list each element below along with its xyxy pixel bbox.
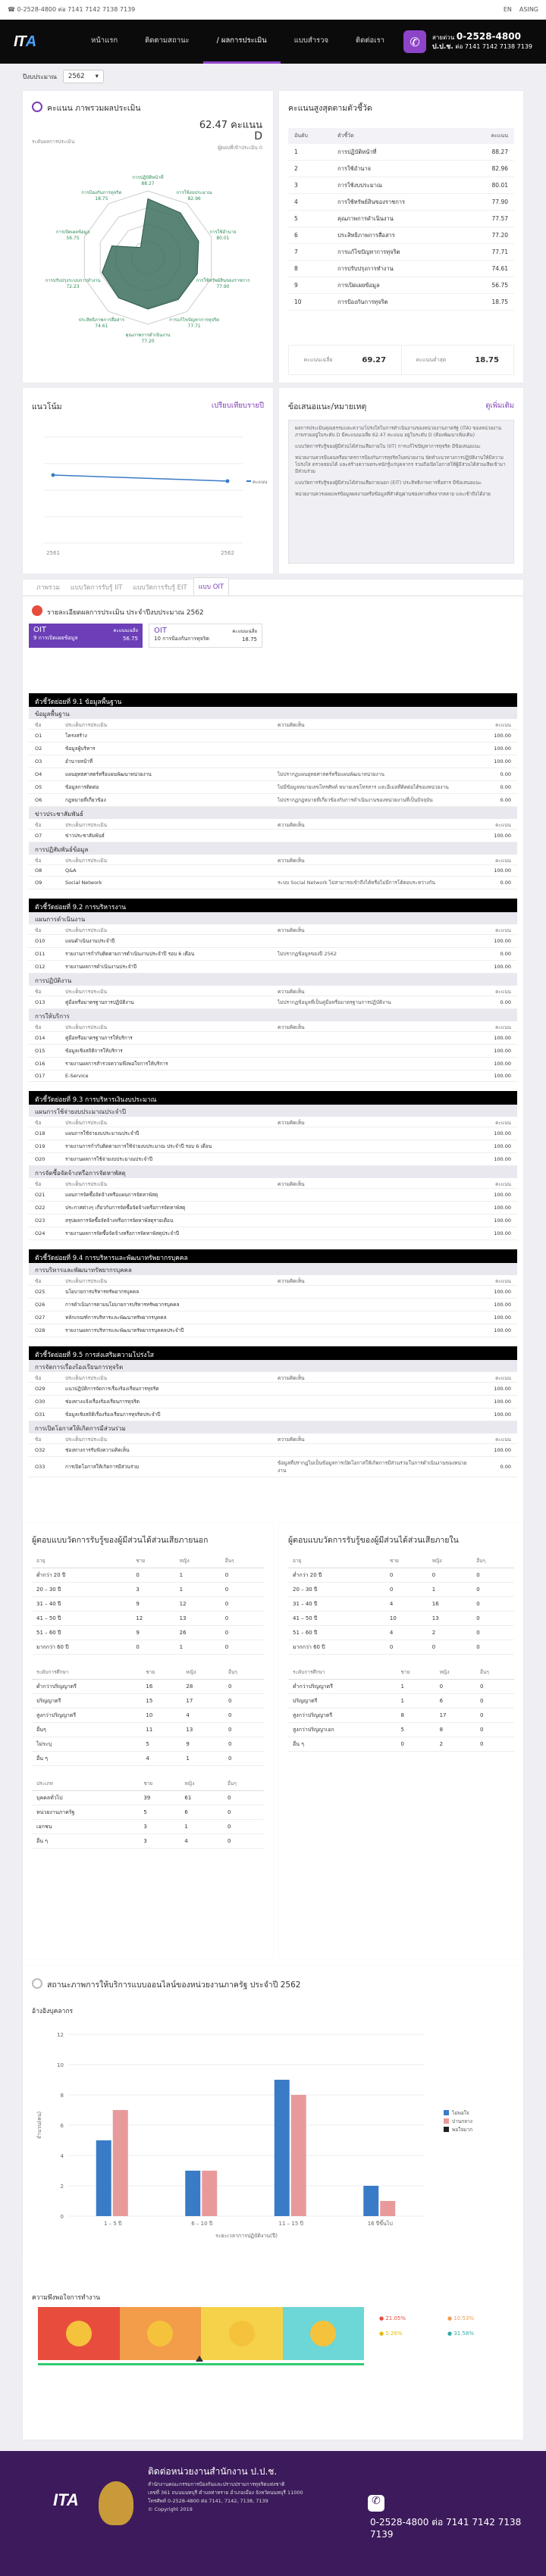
year-select[interactable]: 2562 ▾ bbox=[63, 70, 104, 83]
ranking-row: 7 การแก้ไขปัญหาการทุจริต 77.71 bbox=[288, 244, 514, 261]
year-filter: ปีงบประมาณ 2562 ▾ bbox=[0, 64, 546, 89]
subgroup-header: แผนการดำเนินงาน bbox=[29, 912, 517, 924]
ranking-row: 9 การเปิดเผยข้อมูล 56.75 bbox=[288, 277, 514, 294]
group-header: ตัวชี้วัดย่อยที่ 9.1 ข้อมูลพื้นฐาน bbox=[29, 693, 517, 707]
bar bbox=[113, 2110, 128, 2216]
ranking-row: 2 การใช้อำนาจ 82.96 bbox=[288, 161, 514, 177]
bar-chart bbox=[30, 2019, 516, 2246]
legend-label: พอใจมาก bbox=[452, 2127, 473, 2133]
nav-item-2[interactable]: / ผลการประเมิน bbox=[203, 20, 281, 64]
radar-label: การเปิดเผยข้อมูล bbox=[55, 229, 90, 235]
external-stakeholder-card: ผู้ตอบแบบวัดการรับรู้ของผู้มีส่วนได้ส่วนเสียภายนอก อายุ ชาย หญิง อื่นๆ ต่ำกว่า 20 ปี 0 1 0 20 – 30 ปี 3 1 0 31 – 40 ปี 9 12 0 41 – 50 ปี 12 13 0 51 – 60 ปี 9 26 0 มากกว่า 60 ปี 0 1 0 ระดับการศึกษา ชาย หญิง อื่นๆ ต่ำกว่าปริญญาตรี 16 28 0 ปริญญาตรี 15 17 0 สูงกว่าปริญญาตรี 10 4 0 อื่นๆ 11 13 0 ไม่ระบุ 5 9 0 อื่น ๆ 4 1 0 ประเภท ชาย หญิง อื่นๆ บุคคลทั่วไป 39 61 0 หน่วยงานภาครัฐ 5 6 0 เอกชน 3 1 0 อื่น ๆ 3 4 0 bbox=[23, 1523, 273, 1959]
criteria-row: O5 ข้อมูลการติดต่อ ไม่มีข้อมูลหมายเลขโทรศัพท์ หมายเลขโทรสาร และอีเมลที่ติดต่อได้ของหน่วยงาน 0.00 bbox=[29, 781, 517, 794]
radar-label: คุณภาพการดำเนินงาน bbox=[125, 333, 171, 338]
criteria-row: O21 แผนการจัดซื้อจัดจ้างหรือแผนการจัดหาพัสดุ 100.00 bbox=[29, 1189, 517, 1202]
y-tick: 8 bbox=[60, 2093, 64, 2099]
radar-label: การใช้ทรัพย์สินของราชการ bbox=[196, 278, 250, 284]
legend-swatch bbox=[444, 2110, 449, 2115]
advice-text[interactable]: ผลการประเมินคุณธรรมและความโปร่งใสในการดำเนินงานของหน่วยงานภาครัฐ (ITA) ของหน่วยงานภาพรวมอยู่ในระดับ D มีคะแนนเฉลี่ย 62.47 คะแนน อยู่ในระดับ D (ต้องพัฒนาเพิ่มเติม) แบบวัดการรับรู้ของผู้มีส่วนได้ส่วนเสียภายใน (IIT) การแก้ไขปัญหาการทุจริต มีข้อเสนอแนะ หน่วยงานควรมีแผนหรือมาตรการป้องกันการทุจริตในหน่วยงาน จัดทำแนวทางการปฏิบัติงานให้มีความโปร่งใส ตรวจสอบได้ และสร้างความตระหนักรู้แก่บุคลากร รวมถึงเปิดโอกาสให้ผู้มีส่วนได้ส่วนเสียเข้ามามีส่วนร่วม แบบวัดการรับรู้ของผู้มีส่วนได้ส่วนเสียภายนอก (EIT) ประสิทธิภาพการสื่อสาร มีข้อเสนอแนะ หน่วยงานควรเผยแพร่ข้อมูลผลงานหรือข้อมูลที่สำคัญผ่านช่องทางที่หลากหลาย และเข้าถึงได้ง่าย bbox=[288, 420, 514, 564]
criteria-row: O11 รายงานการกำกับติดตามการดำเนินงานประจำปี รอบ 6 เดือน ไม่ปรากฏข้อมูลของปี 2562 0.00 bbox=[29, 948, 517, 961]
ranking-row: 6 ประสิทธิภาพการสื่อสาร 77.20 bbox=[288, 227, 514, 244]
tab-1[interactable]: แบบวัดการรับรู้ IIT bbox=[70, 584, 123, 592]
group-header: ตัวชี้วัดย่อยที่ 9.5 การส่งเสริมความโปร่งใส bbox=[29, 1346, 517, 1360]
y-tick: 2 bbox=[60, 2184, 64, 2190]
criteria-row: O29 แนวปฏิบัติการจัดการเรื่องร้องเรียนการทุจริต 100.00 bbox=[29, 1383, 517, 1396]
internal-stakeholder-card: ผู้ตอบแบบวัดการรับรู้ของผู้มีส่วนได้ส่วนเสียภายใน อายุ ชาย หญิง อื่นๆ ต่ำกว่า 20 ปี 0 0 0 20 – 30 ปี 0 1 0 31 – 40 ปี 4 16 0 41 – 50 ปี 10 13 0 51 – 60 ปี 4 2 0 มากกว่า 60 ปี 0 0 0 ระดับการศึกษา ชาย หญิง อื่นๆ ต่ำกว่าปริญญาตรี 1 0 0 ปริญญาตรี 1 6 0 สูงกว่าปริญญาตรี 8 17 0 สูงกว่าปริญญาเอก 5 8 0 อื่น ๆ 0 2 0 bbox=[279, 1523, 523, 1959]
radar-label: การใช้งบประมาณ bbox=[176, 189, 212, 195]
radar-label: การปฏิบัติหน้าที่ bbox=[132, 175, 164, 180]
radar-value: 77.71 bbox=[187, 324, 201, 330]
lang-en[interactable]: EN bbox=[503, 6, 512, 13]
x-tick: 11 – 15 ปี bbox=[278, 2221, 303, 2227]
score-icon bbox=[32, 102, 42, 112]
ranking-row: 5 คุณภาพการดำเนินงาน 77.57 bbox=[288, 211, 514, 227]
radar-value: 74.61 bbox=[95, 324, 108, 330]
subgroup-header: การเปิดโอกาสให้เกิดการมีส่วนร่วม bbox=[29, 1421, 517, 1433]
criteria-row: O20 รายงานผลการใช้จ่ายงบประมาณประจำปี 100.00 bbox=[29, 1153, 517, 1166]
radar-value: 18.75 bbox=[95, 195, 108, 202]
neutral-face-icon bbox=[229, 2321, 255, 2346]
legend-label: ไม่พอใจ bbox=[452, 2110, 469, 2116]
radar-value: 77.90 bbox=[216, 284, 230, 290]
stakeholder-table: ประเภท ชาย หญิง อื่นๆ บุคคลทั่วไป 39 61 0 หน่วยงานภาครัฐ 5 6 0 เอกชน 3 1 0 อื่น ๆ 3 4 0 bbox=[32, 1777, 264, 1849]
satisfaction-legend: ● 21.05% ● 10.53% ● 5.26% ● 31.58% bbox=[379, 2315, 475, 2337]
satisfaction-pointer bbox=[196, 2356, 203, 2362]
subgroup-header: การบริหารและพัฒนาทรัพยากรบุคคล bbox=[29, 1263, 517, 1275]
subgroup-header: การจัดการเรื่องร้องเรียนการทุจริต bbox=[29, 1360, 517, 1372]
trend-x-1: 2562 bbox=[221, 550, 234, 556]
x-tick: 1 – 5 ปี bbox=[103, 2221, 122, 2227]
criteria-row: O27 หลักเกณฑ์การบริหารและพัฒนาทรัพยากรบุคคล 100.00 bbox=[29, 1311, 517, 1324]
criteria-row: O33 การเปิดโอกาสให้เกิดการมีส่วนร่วม ข้อมูลที่ปรากฏไม่เป็นข้อมูลการเปิดโอกาสให้เกิดการมีส่วนร่วมในการดำเนินงานของหน่วยงาน 0.00 bbox=[29, 1457, 517, 1477]
bar bbox=[380, 2201, 395, 2216]
criteria-row: O3 อำนาจหน้าที่ 100.00 bbox=[29, 755, 517, 768]
bar bbox=[185, 2171, 200, 2216]
subgroup-header: การจัดซื้อจัดจ้างหรือการจัดหาพัสดุ bbox=[29, 1166, 517, 1178]
subgroup-header: การให้บริการ bbox=[29, 1009, 517, 1021]
ranking-row: 10 การป้องกันการทุจริต 18.75 bbox=[288, 294, 514, 311]
stakeholder-table: อายุ ชาย หญิง อื่นๆ ต่ำกว่า 20 ปี 0 0 0 20 – 30 ปี 0 1 0 31 – 40 ปี 4 16 0 41 – 50 ปี 10 13 0 51 – 60 ปี 4 2 0 มากกว่า 60 ปี 0 0 0 bbox=[288, 1554, 514, 1655]
criteria-row: O28 รายงานผลการบริหารและพัฒนาทรัพยากรบุคคลประจำปี 100.00 bbox=[29, 1324, 517, 1337]
survey-card: สถานะภาพการให้บริการแบบออนไลน์ของหน่วยงานภาครัฐ ประจำปี 2562 อ้างอิงบุคลากร 0 2 4 6 8 10 12 1 – 5 ปี 6 – 10 ปี 11 – 15 ปี 16 ปีขึ้นไป ระยะเวลาการปฏิบัติงาน(ปี) จำนวน(คน) ไม่พอใจ ปานกลาง พอใจมาก ความพึงพอใจการทำงาน ● 21.05% ● 10.53% ● 5.26% ● 31.58% bbox=[23, 1966, 523, 2440]
x-tick: 16 ปีขึ้นไป bbox=[367, 2221, 393, 2227]
footer: ITA ติดต่อหน่วยงานสำนักงาน ป.ป.ช. สำนักงานคณะกรรมการป้องกันและปราบปรามการทุจริตแห่งชาติ เลขที่ 361 ถนนนนทบุรี ตำบลท่าทราย อำเภอเมือง จังหวัดนนทบุรี 11000 โทรศัพท์ 0-2528-4800 ต่อ 7141, 7142, 7138, 7139 © Copyright 2019 ✆ 0-2528-4800 ต่อ 7141 7142 7138 7139 bbox=[0, 2451, 546, 2576]
nav-menu bbox=[77, 20, 398, 64]
nacc-emblem bbox=[99, 2481, 133, 2525]
tab-2[interactable]: แบบวัดการรับรู้ EIT bbox=[133, 584, 187, 592]
phone-icon: ✆ bbox=[368, 2495, 384, 2512]
radar-value: 77.20 bbox=[141, 339, 155, 344]
criteria-row: O6 กฎหมายที่เกี่ยวข้อง ไม่ปรากฏกฎหมายที่เกี่ยวข้องกับการดำเนินงานของหน่วยงานที่เป็นปัจจุบัน 0.00 bbox=[29, 794, 517, 807]
criteria-row: O13 คู่มือหรือมาตรฐานการปฏิบัติงาน ไม่ปรากฏข้อมูลที่เป็นคู่มือหรือมาตรฐานการปฏิบัติงาน 0.00 bbox=[29, 996, 517, 1009]
legend-swatch bbox=[444, 2127, 449, 2132]
score-value: 62.47 คะแนน bbox=[199, 120, 262, 131]
criteria-row: O10 แผนดำเนินงานประจำปี 100.00 bbox=[29, 935, 517, 948]
radar-label: ประสิทธิภาพการสื่อสาร bbox=[78, 317, 125, 324]
criteria-row: O32 ช่องทางการรับฟังความคิดเห็น 100.00 bbox=[29, 1444, 517, 1457]
radar-label: การแก้ไขปัญหาการทุจริต bbox=[169, 317, 220, 324]
nav-item-1[interactable]: ติดตามสถานะ bbox=[145, 36, 190, 45]
happy-face-icon bbox=[310, 2321, 336, 2346]
radar-value: 56.75 bbox=[66, 235, 80, 241]
criteria-row: O12 รายงานผลการดำเนินงานประจำปี 100.00 bbox=[29, 961, 517, 974]
compare-link[interactable]: เปรียบเทียบรายปี bbox=[211, 402, 264, 410]
trend-card: แนวโน้ม เปรียบเทียบรายปี 2561 2562 คะแนน bbox=[23, 388, 273, 574]
subgroup-header: ข่าวประชาสัมพันธ์ bbox=[29, 807, 517, 819]
ranking-table: อันดับ ตัวชี้วัด คะแนน 1 การปฏิบัติหน้าที่ 88.27 2 การใช้อำนาจ 82.96 3 การใช้งบประมาณ 80.01 4 การใช้ทรัพย์สินของราชการ 77.90 5 คุณภาพการดำเนินงาน 77.57 6 ประสิทธิภาพการสื่อสาร 77.20 7 การแก้ไขปัญหาการทุจริต 77.71 8 การปรับปรุงการทำงาน 74.61 9 การเปิดเผยข้อมูล 56.75 10 การป้องกันการทุจริต 18.75 bbox=[288, 128, 514, 311]
subgroup-header: การปฏิสัมพันธ์ข้อมูล bbox=[29, 843, 517, 855]
oit-box-9[interactable]: OIT 9 การเปิดเผยข้อมูล คะแนนเฉลี่ย 56.75 bbox=[29, 624, 143, 648]
stakeholder-table: ระดับการศึกษา ชาย หญิง อื่นๆ ต่ำกว่าปริญญาตรี 16 28 0 ปริญญาตรี 15 17 0 สูงกว่าปริญญาตรี 10 4 0 อื่นๆ 11 13 0 ไม่ระบุ 5 9 0 อื่น ๆ 4 1 0 bbox=[32, 1665, 264, 1766]
radar-label: การใช้อำนาจ bbox=[209, 229, 237, 235]
trend-chart bbox=[23, 422, 273, 566]
criteria-row: O19 รายงานการกำกับติดตามการใช้จ่ายงบประมาณ ประจำปี รอบ 6 เดือน 100.00 bbox=[29, 1140, 517, 1153]
main-nav bbox=[0, 20, 546, 64]
detail-tabs bbox=[23, 580, 523, 596]
bar bbox=[363, 2186, 378, 2216]
satisfaction-bar bbox=[38, 2307, 364, 2360]
criteria-row: O2 ข้อมูลผู้บริหาร 100.00 bbox=[29, 742, 517, 755]
grade: D bbox=[254, 130, 262, 142]
nav-item-0[interactable]: หน้าแรก bbox=[91, 36, 118, 45]
score-card: คะแนน ภาพรวมผลประเมิน 62.47 คะแนน ระดับผลการประเมิน D ผู้ตอบที่เข้าประเมิน 0 การปฏิบัติหน้าที่ 88.27 การใช้งบประมาณ 82.96 การใช้อำนาจ 80.01 การใช้ทรัพย์สินของราชการ 77.90 การแก้ไขปัญหาการทุจริต 77.71 คุณภาพการดำเนินงาน 77.20 ประสิทธิภาพการสื่อสาร 74.61 การปรับปรุงระบบการทำงาน 72.23 การเปิดเผยข้อมูล 56.75 การป้องกันการทุจริต 18.75 bbox=[23, 91, 273, 383]
y-tick: 0 bbox=[60, 2214, 64, 2220]
criteria-row: O8 Q&A 100.00 bbox=[29, 865, 517, 877]
y-tick: 6 bbox=[60, 2123, 64, 2129]
survey-icon bbox=[32, 1978, 42, 1989]
ranking-summary: คะแนนเฉลี่ย 69.27 คะแนนต่ำสุด 18.75 bbox=[288, 345, 514, 375]
x-label: ระยะเวลาการปฏิบัติงาน(ปี) bbox=[215, 2233, 278, 2239]
legend-swatch bbox=[444, 2118, 449, 2124]
tab-0[interactable]: ภาพรวม bbox=[36, 584, 60, 592]
bar bbox=[275, 2080, 290, 2216]
criteria-row: O22 ประกาศต่างๆ เกี่ยวกับการจัดซื้อจัดจ้างหรือการจัดหาพัสดุ 100.00 bbox=[29, 1202, 517, 1215]
radar-value: 80.01 bbox=[216, 235, 230, 241]
criteria-row: O24 รายงานผลการจัดซื้อจัดจ้างหรือการจัดหาพัสดุประจำปี 100.00 bbox=[29, 1227, 517, 1240]
stakeholder-table: อายุ ชาย หญิง อื่นๆ ต่ำกว่า 20 ปี 0 1 0 20 – 30 ปี 3 1 0 31 – 40 ปี 9 12 0 41 – 50 ปี 12 13 0 51 – 60 ปี 9 26 0 มากกว่า 60 ปี 0 1 0 bbox=[32, 1554, 264, 1655]
bar bbox=[202, 2171, 217, 2216]
tab-3[interactable]: แบบ OIT bbox=[193, 577, 229, 596]
top-bar bbox=[0, 0, 546, 20]
oit-box-10[interactable]: OIT 10 การป้องกันการทุจริต คะแนนเฉลี่ย 18.75 bbox=[149, 624, 262, 648]
radar-area bbox=[102, 199, 199, 309]
stakeholder-table: ระดับการศึกษา ชาย หญิง อื่นๆ ต่ำกว่าปริญญาตรี 1 0 0 ปริญญาตรี 1 6 0 สูงกว่าปริญญาตรี 8 17 0 สูงกว่าปริญญาเอก 5 8 0 อื่น ๆ 0 2 0 bbox=[288, 1665, 514, 1752]
legend-label: ปานกลาง bbox=[452, 2118, 472, 2124]
radar-chart bbox=[23, 159, 273, 379]
y-tick: 4 bbox=[60, 2153, 64, 2159]
ranking-row: 3 การใช้งบประมาณ 80.01 bbox=[288, 177, 514, 194]
ranking-card: คะแนนสูงสุดตามตัวชี้วัด อันดับ ตัวชี้วัด คะแนน 1 การปฏิบัติหน้าที่ 88.27 2 การใช้อำนาจ 82.96 3 การใช้งบประมาณ 80.01 4 การใช้ทรัพย์สินของราชการ 77.90 5 คุณภาพการดำเนินงาน 77.57 6 ประสิทธิภาพการสื่อสาร 77.20 7 การแก้ไขปัญหาการทุจริต 77.71 8 การปรับปรุงการทำงาน 74.61 9 การเปิดเผยข้อมูล 56.75 10 การป้องกันการทุจริต 18.75 คะแนนเฉลี่ย 69.27 คะแนนต่ำสุด 18.75 bbox=[279, 91, 523, 383]
criteria-row: O17 E-Service 100.00 bbox=[29, 1071, 517, 1082]
criteria-row: O1 โครงสร้าง 100.00 bbox=[29, 730, 517, 742]
y-tick: 12 bbox=[57, 2032, 64, 2038]
oit-tables: ตัวชี้วัดย่อยที่ 9.1 ข้อมูลพื้นฐาน ข้อมูลพื้นฐาน ข้อ ประเด็นการประเมิน ความคิดเห็น คะแนน O1 โครงสร้าง 100.00 O2 ข้อมูลผู้บริหาร 100.00 O3 อำนาจหน้าที่ 100.00 O4 แผนยุทธศาสตร์หรือแผนพัฒนาหน่วยงาน ไม่ปรากฏแผนยุทธศาสตร์หรือแผนพัฒนาหน่วยงาน 0.00 O5 ข้อมูลการติดต่อ ไม่มีข้อมูลหมายเลขโทรศัพท์ หมายเลขโทรสาร และอีเมลที่ติดต่อได้ของหน่วยงาน 0.00 O6 กฎหมายที่เกี่ยวข้อง ไม่ปรากฏกฎหมายที่เกี่ยวข้องกับการดำเนินงานของหน่วยงานที่เป็นปัจจุบัน 0.00 ข่าวประชาสัมพันธ์ ข้อ ประเด็นการประเมิน ความคิดเห็น คะแนน O7 ข่าวประชาสัมพันธ์ 100.00 การปฏิสัมพันธ์ข้อมูล ข้อ ประเด็นการประเมิน ความคิดเห็น คะแนน O8 Q&A 100.00 O9 Social Network ระบบ Social Network ไม่สามารถเข้าถึงได้หรือไม่มีการโต้ตอบระหว่างกัน 0.00 ตัวชี้วัดย่อยที่ 9.2 การบริหารงาน แผนการดำเนินงาน ข้อ ประเด็นการประเมิน ความคิดเห็น คะแนน O10 แผนดำเนินงานประจำปี 100.00 O11 รายงานการกำกับติดตามการดำเนินงานประจำปี รอบ 6 เดือน ไม่ปรากฏข้อมูลของปี 2562 0.00 O12 รายงานผลการดำเนินงานประจำปี 100.00 การปฏิบัติงาน ข้อ ประเด็นการประเมิน ความคิดเห็น คะแนน O13 คู่มือหรือมาตรฐานการปฏิบัติงาน ไม่ปรากฏข้อมูลที่เป็นคู่มือหรือมาตรฐานการปฏิบัติงาน 0.00 การให้บริการ ข้อ ประเด็นการประเมิน ความคิดเห็น คะแนน O14 คู่มือหรือมาตรฐานการให้บริการ 100.00 O15 ข้อมูลเชิงสถิติการให้บริการ 100.00 O16 รายงานผลการสำรวจความพึงพอใจการให้บริการ 100.00 O17 E-Service 100.00 ตัวชี้วัดย่อยที่ 9.3 การบริหารเงินงบประมาณ แผนการใช้จ่ายงบประมาณประจำปี ข้อ ประเด็นการประเมิน ความคิดเห็น คะแนน O18 แผนการใช้จ่ายงบประมาณประจำปี 100.00 O19 รายงานการกำกับติดตามการใช้จ่ายงบประมาณ ประจำปี รอบ 6 เดือน 100.00 O20 รายงานผลการใช้จ่ายงบประมาณประจำปี 100.00 การจัดซื้อจัดจ้างหรือการจัดหาพัสดุ ข้อ ประเด็นการประเมิน ความคิดเห็น คะแนน O21 แผนการจัดซื้อจัดจ้างหรือแผนการจัดหาพัสดุ 100.00 O22 ประกาศต่างๆ เกี่ยวกับการจัดซื้อจัดจ้างหรือการจัดหาพัสดุ 100.00 O23 สรุปผลการจัดซื้อจัดจ้างหรือการจัดหาพัสดุรายเดือน 100.00 O24 รายงานผลการจัดซื้อจัดจ้างหรือการจัดหาพัสดุประจำปี 100.00 ตัวชี้วัดย่อยที่ 9.4 การบริหารและพัฒนาทรัพยากรบุคคล การบริหารและพัฒนาทรัพยากรบุคคล ข้อ ประเด็นการประเมิน ความคิดเห็น คะแนน O25 นโยบายการบริหารทรัพยากรบุคคล 100.00 O26 การดำเนินการตามนโยบายการบริหารทรัพยากรบุคคล 100.00 O27 หลักเกณฑ์การบริหารและพัฒนาทรัพยากรบุคคล 100.00 O28 รายงานผลการบริหารและพัฒนาทรัพยากรบุคคลประจำปี 100.00 ตัวชี้วัดย่อยที่ 9.5 การส่งเสริมความโปร่งใส การจัดการเรื่องร้องเรียนการทุจริต ข้อ ประเด็นการประเมิน ความคิดเห็น คะแนน O29 แนวปฏิบัติการจัดการเรื่องร้องเรียนการทุจริต 100.00 O30 ช่องทางแจ้งเรื่องร้องเรียนการทุจริต 100.00 O31 ข้อมูลเชิงสถิติเรื่องร้องเรียนการทุจริตประจำปี 100.00 การเปิดโอกาสให้เกิดการมีส่วนร่วม ข้อ ประเด็นการประเมิน ความคิดเห็น คะแนน O32 ช่องทางการรับฟังความคิดเห็น 100.00 O33 การเปิดโอกาสให้เกิดการมีส่วนร่วม ข้อมูลที่ปรากฏไม่เป็นข้อมูลการเปิดโอกาสให้เกิดการมีส่วนร่วมในการดำเนินงานของหน่วยงาน 0.00 bbox=[29, 693, 517, 1487]
trend-x-0: 2561 bbox=[46, 550, 60, 556]
hotline: ✆ สายด่วน 0-2528-4800 ป.ป.ช. ต่อ 7141 7142 7138 7139 bbox=[403, 30, 532, 53]
worried-face-icon bbox=[147, 2321, 173, 2346]
radar-label: การปรับปรุงระบบการทำงาน bbox=[45, 278, 101, 284]
more-link[interactable]: ดูเพิ่มเติม bbox=[485, 402, 514, 410]
ranking-row: 4 การใช้ทรัพย์สินของราชการ 77.90 bbox=[288, 194, 514, 211]
criteria-row: O31 ข้อมูลเชิงสถิติเรื่องร้องเรียนการทุจริตประจำปี 100.00 bbox=[29, 1408, 517, 1421]
criteria-row: O4 แผนยุทธศาสตร์หรือแผนพัฒนาหน่วยงาน ไม่ปรากฏแผนยุทธศาสตร์หรือแผนพัฒนาหน่วยงาน 0.00 bbox=[29, 768, 517, 781]
criteria-row: O23 สรุปผลการจัดซื้อจัดจ้างหรือการจัดหาพัสดุรายเดือน 100.00 bbox=[29, 1215, 517, 1227]
radar-label: การป้องกันการทุจริต bbox=[81, 189, 122, 195]
trend-point bbox=[226, 480, 230, 483]
criteria-row: O14 คู่มือหรือมาตรฐานการให้บริการ 100.00 bbox=[29, 1032, 517, 1045]
lang-switch[interactable]: ASING bbox=[519, 6, 538, 13]
trend-point bbox=[52, 474, 55, 477]
radar-value: 72.23 bbox=[66, 284, 80, 290]
x-tick: 6 – 10 ปี bbox=[191, 2221, 213, 2227]
advice-card: ข้อเสนอแนะ/หมายเหตุ ดูเพิ่มเติม ผลการประเมินคุณธรรมและความโปร่งใสในการดำเนินงานของหน่วยงานภาครัฐ (ITA) ของหน่วยงานภาพรวมอยู่ในระดับ D มีคะแนนเฉลี่ย 62.47 คะแนน อยู่ในระดับ D (ต้องพัฒนาเพิ่มเติม) แบบวัดการรับรู้ของผู้มีส่วนได้ส่วนเสียภายใน (IIT) การแก้ไขปัญหาการทุจริต มีข้อเสนอแนะ หน่วยงานควรมีแผนหรือมาตรการป้องกันการทุจริตในหน่วยงาน จัดทำแนวทางการปฏิบัติงานให้มีความโปร่งใส ตรวจสอบได้ และสร้างความตระหนักรู้แก่บุคลากร รวมถึงเปิดโอกาสให้ผู้มีส่วนได้ส่วนเสียเข้ามามีส่วนร่วม แบบวัดการรับรู้ของผู้มีส่วนได้ส่วนเสียภายนอก (EIT) ประสิทธิภาพการสื่อสาร มีข้อเสนอแนะ หน่วยงานควรเผยแพร่ข้อมูลผลงานหรือข้อมูลที่สำคัญผ่านช่องทางที่หลากหลาย และเข้าถึงได้ง่าย bbox=[279, 388, 523, 574]
ita-logo[interactable]: IT A bbox=[14, 33, 36, 50]
criteria-row: O25 นโยบายการบริหารทรัพยากรบุคคล 100.00 bbox=[29, 1286, 517, 1299]
trend-legend: คะแนน bbox=[253, 480, 268, 485]
bar bbox=[96, 2140, 111, 2216]
nav-item-4[interactable]: ติดต่อเรา bbox=[356, 36, 384, 45]
phone-icon: ✆ bbox=[403, 30, 426, 53]
y-label: จำนวน(คน) bbox=[36, 2111, 42, 2140]
subgroup-header: แผนการใช้จ่ายงบประมาณประจำปี bbox=[29, 1105, 517, 1117]
alert-icon bbox=[32, 605, 42, 616]
radar-value: 88.27 bbox=[141, 181, 155, 186]
ranking-row: 8 การปรับปรุงการทำงาน 74.61 bbox=[288, 261, 514, 277]
ranking-row: 1 การปฏิบัติหน้าที่ 88.27 bbox=[288, 144, 514, 161]
detail-card: ภาพรวม แบบวัดการรับรู้ IIT แบบวัดการรับรู้ EIT แบบ OIT รายละเอียดผลการประเมิน ประจำปีงบประมาณ 2562 OIT 9 การเปิดเผยข้อมูล คะแนนเฉลี่ย 56.75 OIT 10 การป้องกันการทุจริต คะแนนเฉลี่ย 18.75 bbox=[23, 580, 523, 2258]
criteria-row: O7 ข่าวประชาสัมพันธ์ 100.00 bbox=[29, 830, 517, 843]
criteria-row: O9 Social Network ระบบ Social Network ไม่สามารถเข้าถึงได้หรือไม่มีการโต้ตอบระหว่างกัน 0.00 bbox=[29, 877, 517, 889]
subgroup-header: การปฏิบัติงาน bbox=[29, 974, 517, 986]
group-header: ตัวชี้วัดย่อยที่ 9.4 การบริหารและพัฒนาทรัพยากรบุคคล bbox=[29, 1249, 517, 1263]
criteria-row: O26 การดำเนินการตามนโยบายการบริหารทรัพยากรบุคคล 100.00 bbox=[29, 1299, 517, 1311]
criteria-row: O18 แผนการใช้จ่ายงบประมาณประจำปี 100.00 bbox=[29, 1127, 517, 1140]
radar-value: 82.96 bbox=[187, 195, 201, 202]
subgroup-header: ข้อมูลพื้นฐาน bbox=[29, 707, 517, 719]
trend-line bbox=[53, 475, 228, 481]
criteria-row: O30 ช่องทางแจ้งเรื่องร้องเรียนการทุจริต 100.00 bbox=[29, 1396, 517, 1408]
group-header: ตัวชี้วัดย่อยที่ 9.2 การบริหารงาน bbox=[29, 899, 517, 912]
y-tick: 10 bbox=[57, 2062, 64, 2068]
criteria-row: O15 ข้อมูลเชิงสถิติการให้บริการ 100.00 bbox=[29, 1045, 517, 1058]
top-phone: ☎ 0-2528-4800 ต่อ 7141 7142 7138 7139 bbox=[8, 6, 136, 13]
footer-logo: ITA bbox=[53, 2490, 79, 2509]
nav-item-3[interactable]: แบบสำรวจ bbox=[293, 36, 329, 45]
group-header: ตัวชี้วัดย่อยที่ 9.3 การบริหารเงินงบประมาณ bbox=[29, 1091, 517, 1105]
sad-face-icon bbox=[66, 2321, 92, 2346]
bar bbox=[291, 2095, 306, 2216]
criteria-row: O16 รายงานผลการสำรวจความพึงพอใจการให้บริการ 100.00 bbox=[29, 1058, 517, 1071]
